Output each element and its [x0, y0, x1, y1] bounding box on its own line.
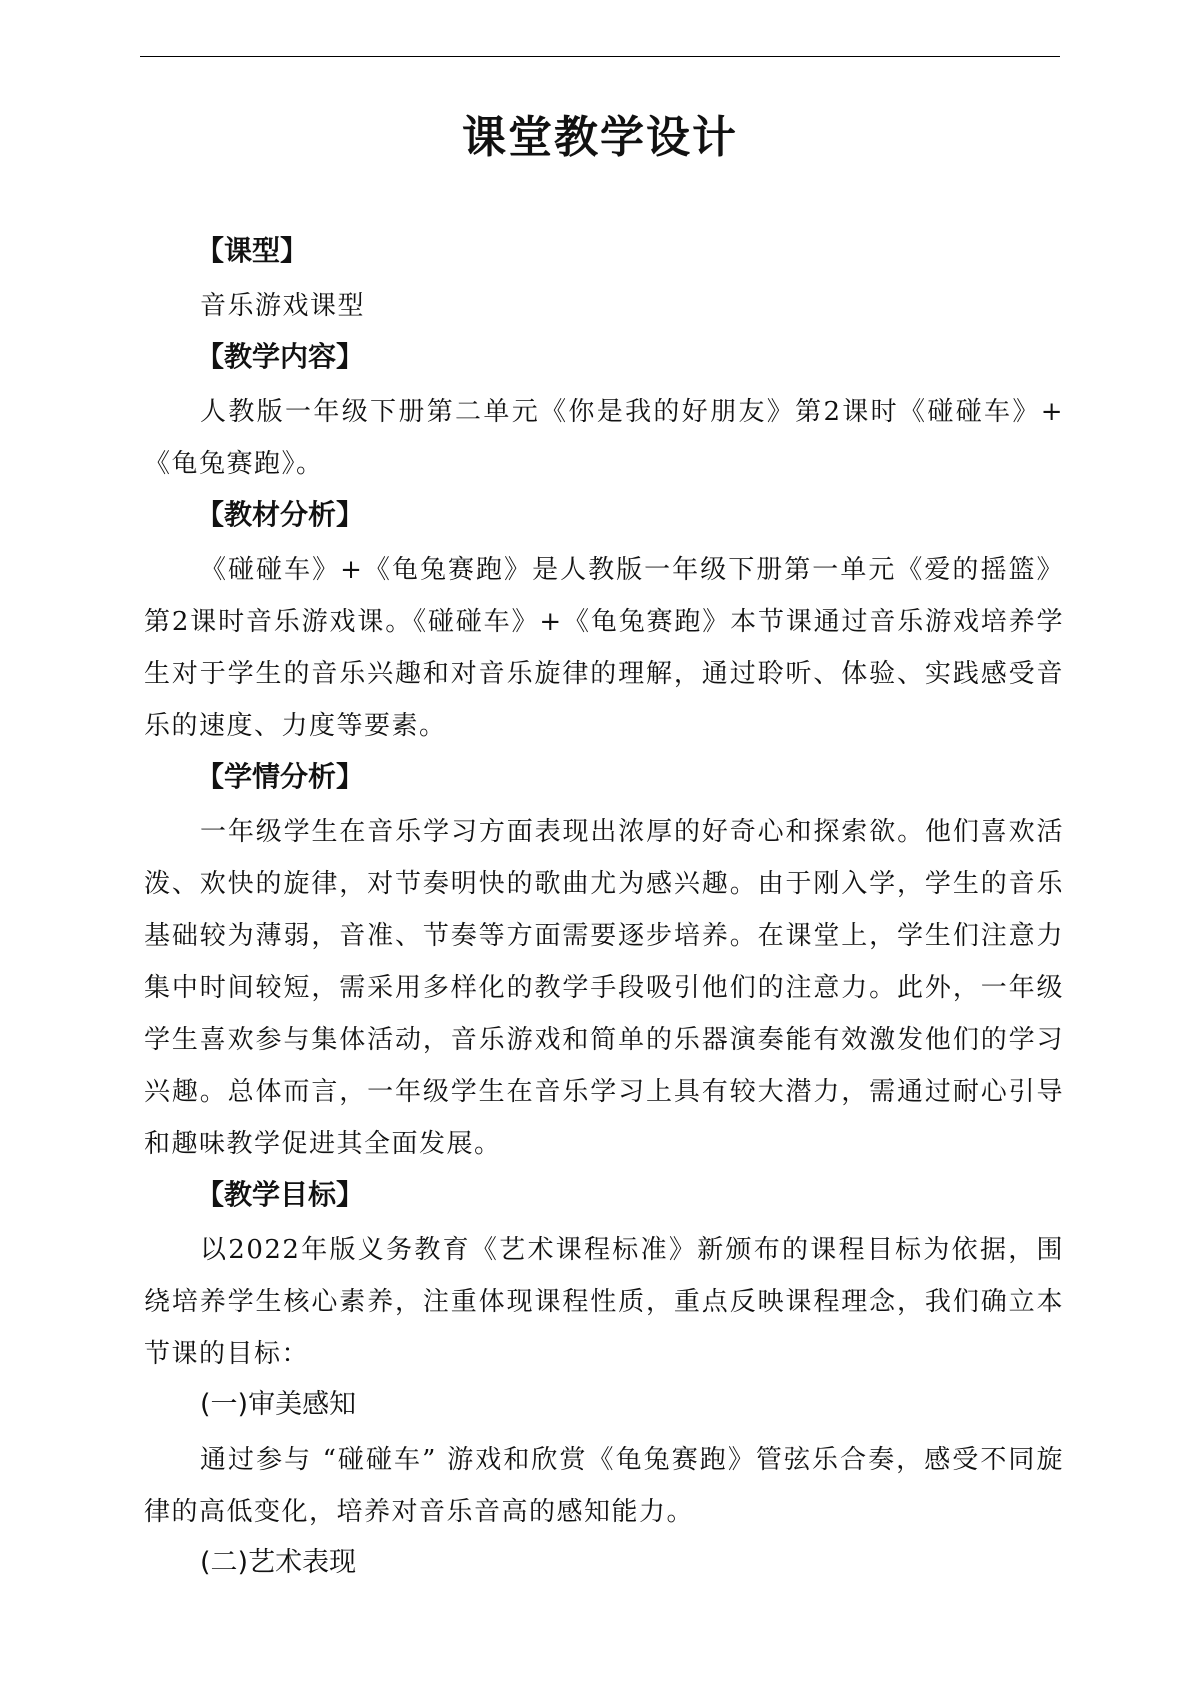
course-type-text: 音乐游戏课型: [200, 291, 366, 321]
header-rule: [140, 56, 1060, 57]
content-text: 人教版一年级下册第二单元《你是我的好朋友》第2课时《碰碰车》+《龟兔赛跑》。: [144, 397, 1064, 479]
section-heading-material-analysis: 【教材分析】: [196, 498, 365, 531]
section-heading-course-type: 【课型】: [196, 234, 309, 267]
document-body: [144, 228, 1064, 1592]
student-analysis-text: 一年级学生在音乐学习方面表现出浓厚的好奇心和探索欲。他们喜欢活泼、欢快的旋律，对节奏明快的歌曲尤为感兴趣。由于刚入学，学生的音乐基础较为薄弱，音准、节奏等方面需要逐步培养。在课堂上，学生们注意力集中时间较短，需采用多样化的教学手段吸引他们的注意力。此外，一年级学生喜欢参与集体活动，音乐游戏和简单的乐器演奏能有效激发他们的学习兴趣。总体而言，一年级学生在音乐学习上具有较大潜力，需通过耐心引导和趣味教学促进其全面发展。: [144, 817, 1064, 1159]
material-analysis-text: 《碰碰车》+《龟兔赛跑》是人教版一年级下册第一单元《爱的摇篮》第2课时音乐游戏课。《碰碰车》+《龟兔赛跑》本节课通过音乐游戏培养学生对于学生的音乐兴趣和对音乐旋律的理解，通过聆听、体验、实践感受音乐的速度、力度等要素。: [144, 555, 1064, 741]
page-title: 课堂教学设计: [462, 112, 738, 163]
section-heading-content: 【教学内容】: [196, 340, 365, 373]
section-heading-objectives: 【教学目标】: [196, 1178, 365, 1211]
section-heading-student-analysis: 【学情分析】: [196, 760, 365, 793]
objective-heading-artistic-expression: (二)艺术表现: [200, 1547, 357, 1578]
objectives-text: 以2022年版义务教育《艺术课程标准》新颁布的课程目标为依据，围绕培养学生核心素养，注重体现课程性质，重点反映课程理念，我们确立本节课的目标：: [144, 1235, 1064, 1369]
aesthetic-perception-text: 通过参与 “碰碰车” 游戏和欣赏《龟兔赛跑》管弦乐合奏，感受不同旋律的高低变化，培养对音乐音高的感知能力。: [144, 1445, 1064, 1527]
objective-heading-aesthetic-perception: (一)审美感知: [200, 1389, 357, 1420]
